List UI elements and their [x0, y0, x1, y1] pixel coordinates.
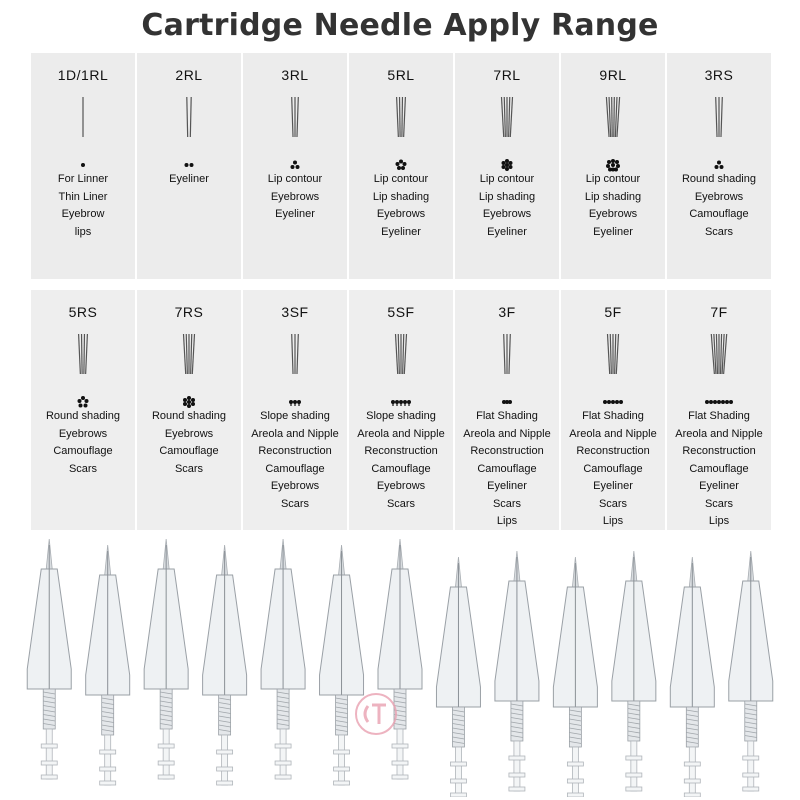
needle-shaft	[404, 97, 406, 137]
needle-shaft	[190, 97, 191, 137]
use-item: Lips	[602, 515, 624, 527]
needle-card-5sf	[349, 290, 453, 530]
needle-shaft	[510, 97, 512, 137]
needle-diagram	[667, 330, 771, 410]
needle-diagram	[243, 93, 347, 173]
needle-shaft	[504, 97, 505, 137]
needle-tip-dot	[296, 165, 300, 169]
use-item: Reconstruction	[470, 445, 544, 457]
needle-tip-dot	[85, 399, 89, 403]
needle-tip-dot	[396, 162, 400, 166]
use-item: Camouflage	[371, 462, 431, 475]
needle-shaft	[615, 334, 616, 374]
needle-uses-list	[243, 171, 347, 224]
needle-tip-dot	[616, 164, 620, 168]
needle-shaft	[721, 334, 722, 374]
needle-tip-dot	[401, 166, 405, 170]
needle-shaft	[716, 97, 717, 137]
needle-tip-dot	[611, 400, 615, 404]
cartridge-item	[86, 545, 130, 785]
use-item: Areola and Nipple	[251, 427, 339, 440]
needle-tip-dot	[183, 402, 187, 406]
use-item: Scars	[68, 462, 98, 475]
use-item: Eyebrows	[164, 427, 214, 440]
needle-tip-dot	[187, 396, 191, 400]
needle-shaft	[292, 334, 293, 374]
needle-card-1d1rl	[31, 53, 135, 279]
use-item: Scars	[174, 462, 204, 475]
needle-icon	[373, 330, 429, 410]
needle-diagram	[455, 93, 559, 173]
use-item: Lip shading	[372, 190, 430, 203]
use-item: Camouflage	[159, 445, 219, 457]
needle-uses-list	[349, 171, 453, 241]
needle-grid-row-2	[31, 290, 771, 530]
needle-uses-list	[349, 408, 453, 513]
use-item: Eyebrows	[376, 480, 426, 492]
needle-card-3f	[455, 290, 559, 530]
needle-tip-dot	[607, 160, 611, 164]
needle-tip-dot	[717, 161, 721, 165]
needle-code: 3SF	[281, 304, 309, 320]
needle-shaft	[398, 334, 399, 374]
needle-tip-dot	[505, 159, 509, 163]
needle-code: 5RS	[68, 304, 98, 320]
needle-card-3rl	[243, 53, 347, 279]
use-item: Reconstruction	[576, 445, 650, 457]
needle-icon	[479, 330, 535, 410]
use-item: Eyebrows	[270, 190, 320, 203]
needle-tip-dot	[293, 161, 297, 165]
needle-tip-dot	[81, 396, 85, 400]
needle-diagram	[31, 330, 135, 410]
needle-card-3rs	[667, 53, 771, 279]
use-item: Camouflage	[689, 208, 749, 220]
needle-tip-dot	[721, 400, 725, 404]
needle-card-7rs	[137, 290, 241, 530]
needle-card-3sf	[243, 290, 347, 530]
needle-shaft	[509, 334, 510, 374]
needle-uses-list	[137, 408, 241, 478]
cartridge-item	[729, 551, 773, 791]
use-item: Eyeliner	[487, 480, 527, 492]
needle-tip-dot	[190, 163, 194, 167]
needle-tip-dot	[291, 165, 295, 169]
use-item: Scars	[598, 497, 628, 510]
use-item: Eyebrows	[270, 480, 320, 492]
use-item: Thin Liner	[58, 190, 108, 203]
cartridge-item	[436, 557, 480, 797]
needle-uses-list	[137, 171, 241, 189]
cartridge-photo	[20, 535, 780, 797]
use-item: Camouflage	[583, 462, 643, 475]
use-item: For Linner	[57, 173, 109, 185]
needle-shaft	[403, 334, 404, 374]
needle-tip-dot	[397, 166, 401, 170]
needle-icon	[267, 93, 323, 173]
needle-tip-dot	[183, 398, 187, 402]
needle-diagram	[455, 330, 559, 410]
needle-tip-dot	[185, 163, 189, 167]
use-item: Camouflage	[53, 445, 113, 457]
needle-code: 3RL	[281, 67, 309, 83]
needle-shaft	[191, 334, 192, 374]
use-item: Eyeliner	[487, 225, 527, 238]
needle-icon	[585, 93, 641, 173]
needle-shaft	[509, 97, 510, 137]
needle-tip-dot	[187, 400, 191, 404]
needle-shaft	[614, 97, 615, 137]
needle-shaft	[404, 334, 406, 374]
needle-uses-list	[561, 171, 665, 241]
needle-shaft	[187, 97, 188, 137]
needle-shaft	[397, 97, 399, 137]
needle-tip-dot	[611, 159, 615, 163]
needle-tip-dot	[709, 400, 713, 404]
needle-icon	[691, 93, 747, 173]
needle-tip-dot	[78, 399, 82, 403]
use-item: Flat Shading	[582, 410, 644, 422]
needle-tip-dot	[715, 165, 719, 169]
needle-icon	[585, 330, 641, 410]
use-item: Eyeliner	[275, 208, 315, 220]
needle-tip-dot	[502, 161, 506, 165]
needle-shaft	[86, 334, 88, 374]
needle-tip-dot	[505, 163, 509, 167]
needle-tip-dot	[713, 400, 717, 404]
use-item: Lips	[708, 515, 730, 527]
needle-shaft	[292, 97, 293, 137]
use-item: Eyebrows	[376, 208, 426, 220]
needle-tip-dot	[705, 400, 709, 404]
needle-tip-dot	[399, 160, 403, 164]
brand-watermark-logo	[352, 690, 400, 738]
needle-uses-list	[667, 171, 771, 241]
needle-shaft	[400, 97, 401, 137]
needle-uses-list	[455, 408, 559, 531]
needle-uses-list	[243, 408, 347, 513]
needle-code: 2RL	[175, 67, 203, 83]
needle-card-9rl	[561, 53, 665, 279]
cartridge-item	[612, 551, 656, 791]
use-item: Eyeliner	[169, 173, 209, 185]
needle-icon	[55, 93, 111, 173]
needle-shaft	[186, 334, 187, 374]
needle-tip-dot	[509, 161, 513, 165]
needle-shaft	[721, 97, 722, 137]
needle-tip-dot	[619, 400, 623, 404]
needle-tip-dot	[603, 400, 607, 404]
needle-diagram	[137, 330, 241, 410]
needle-shaft	[716, 334, 717, 374]
needle-code: 5RL	[387, 67, 415, 83]
needle-code: 7RL	[493, 67, 521, 83]
needle-shaft	[297, 97, 298, 137]
use-item: Round shading	[45, 410, 120, 422]
page-title: Cartridge Needle Apply Range	[141, 8, 659, 43]
needle-shaft	[615, 97, 617, 137]
needle-code: 3F	[498, 304, 516, 320]
use-item: Lip contour	[479, 173, 535, 185]
needle-card-7rl	[455, 53, 559, 279]
use-item: Eyeliner	[381, 225, 421, 238]
needle-shaft	[402, 97, 403, 137]
needle-tip-dot	[720, 165, 724, 169]
needle-shaft	[184, 334, 186, 374]
needle-tip-dot	[191, 402, 195, 406]
needle-tip-dot	[615, 160, 619, 164]
needle-tip-dot	[725, 400, 729, 404]
needle-diagram	[349, 93, 453, 173]
use-item: Lip contour	[585, 173, 641, 185]
needle-tip-dot	[191, 398, 195, 402]
needle-uses-list	[455, 171, 559, 241]
needle-tip-dot	[79, 404, 83, 408]
needle-tip-dot	[509, 165, 513, 169]
needle-diagram	[349, 330, 453, 410]
needle-diagram	[137, 93, 241, 173]
needle-card-5rl	[349, 53, 453, 279]
use-item: Eyeliner	[593, 225, 633, 238]
needle-diagram	[561, 93, 665, 173]
use-item: Lip shading	[584, 190, 642, 203]
use-item: Reconstruction	[258, 445, 332, 457]
needle-shaft	[192, 334, 194, 374]
needle-code: 1D/1RL	[57, 67, 109, 83]
use-item: Lips	[496, 515, 518, 527]
use-item: Camouflage	[265, 462, 325, 475]
needle-code: 5SF	[387, 304, 415, 320]
needle-tip-dot	[403, 162, 407, 166]
needle-code: 9RL	[599, 67, 627, 83]
use-item: Scars	[386, 497, 416, 510]
use-item: Flat Shading	[688, 410, 750, 422]
needle-code: 7F	[710, 304, 728, 320]
use-item: Areola and Nipple	[357, 427, 445, 440]
needle-shaft	[297, 334, 298, 374]
use-item: Slope shading	[366, 410, 436, 422]
needle-uses-list	[31, 171, 135, 241]
needle-diagram	[31, 93, 135, 173]
use-item: Camouflage	[477, 462, 537, 475]
cartridge-item	[378, 539, 422, 779]
needle-icon	[479, 93, 535, 173]
cartridge-item	[203, 545, 247, 785]
needle-tip-dot	[615, 400, 619, 404]
cartridge-item	[27, 539, 71, 779]
needle-icon	[691, 330, 747, 410]
needle-card-2rl	[137, 53, 241, 279]
needle-grid-row-1	[31, 53, 771, 279]
use-item: lips	[74, 225, 92, 238]
cartridge-item	[261, 539, 305, 779]
needle-shaft	[612, 97, 613, 137]
needle-uses-list	[667, 408, 771, 531]
cartridge-item	[495, 551, 539, 791]
needle-shaft	[609, 97, 611, 137]
use-item: Reconstruction	[682, 445, 756, 457]
needle-code: 3RS	[704, 67, 734, 83]
use-item: Areola and Nipple	[675, 427, 763, 440]
use-item: Eyeliner	[699, 480, 739, 492]
needle-tip-dot	[502, 165, 506, 169]
needle-card-5f	[561, 290, 665, 530]
needle-card-5rs	[31, 290, 135, 530]
needle-shaft	[84, 334, 85, 374]
needle-shaft	[82, 334, 83, 374]
needle-tip-dot	[81, 163, 85, 167]
use-item: Areola and Nipple	[463, 427, 551, 440]
cartridge-item	[670, 557, 714, 797]
needle-icon	[267, 330, 323, 410]
needle-diagram	[667, 93, 771, 173]
needle-shaft	[610, 334, 611, 374]
use-item: Flat Shading	[476, 410, 538, 422]
needle-uses-list	[561, 408, 665, 531]
use-item: Eyebrows	[588, 208, 638, 220]
needle-tip-dot	[508, 400, 512, 404]
needle-shaft	[608, 334, 610, 374]
use-item: Scars	[280, 497, 310, 510]
needle-code: 5F	[604, 304, 622, 320]
use-item: Eyebrows	[482, 208, 532, 220]
needle-tip-dot	[611, 163, 615, 167]
use-item: Lip contour	[267, 173, 323, 185]
needle-tip-dot	[606, 164, 610, 168]
use-item: Round shading	[681, 173, 756, 185]
use-item: Slope shading	[260, 410, 330, 422]
needle-icon	[161, 330, 217, 410]
use-item: Eyebrows	[694, 190, 744, 203]
use-item: Round shading	[151, 410, 226, 422]
use-item: Lip shading	[478, 190, 536, 203]
needle-icon	[373, 93, 429, 173]
use-item: Scars	[704, 497, 734, 510]
needle-shaft	[606, 97, 609, 137]
cartridge-item	[320, 545, 364, 785]
use-item: Reconstruction	[364, 445, 438, 457]
needle-tip-dot	[717, 400, 721, 404]
needle-tip-dot	[607, 400, 611, 404]
use-item: Eyebrows	[58, 427, 108, 440]
use-item: Eyeliner	[593, 480, 633, 492]
needle-tip-dot	[729, 400, 733, 404]
use-item: Lip contour	[373, 173, 429, 185]
cartridge-item	[553, 557, 597, 797]
needle-shaft	[502, 97, 504, 137]
needle-card-7f	[667, 290, 771, 530]
needle-diagram	[243, 330, 347, 410]
use-item: Eyebrow	[61, 208, 105, 220]
use-item: Scars	[704, 225, 734, 238]
needle-shaft	[504, 334, 505, 374]
use-item: Areola and Nipple	[569, 427, 657, 440]
needle-uses-list	[31, 408, 135, 478]
needle-shaft	[79, 334, 81, 374]
needle-icon	[55, 330, 111, 410]
needle-tip-dot	[84, 404, 88, 408]
needle-shaft	[617, 97, 620, 137]
needle-icon	[161, 93, 217, 173]
needle-shaft	[396, 334, 398, 374]
cartridge-item	[144, 539, 188, 779]
needle-diagram	[561, 330, 665, 410]
use-item: Camouflage	[689, 462, 749, 475]
needle-code: 7RS	[174, 304, 204, 320]
needle-shaft	[616, 334, 618, 374]
use-item: Scars	[492, 497, 522, 510]
